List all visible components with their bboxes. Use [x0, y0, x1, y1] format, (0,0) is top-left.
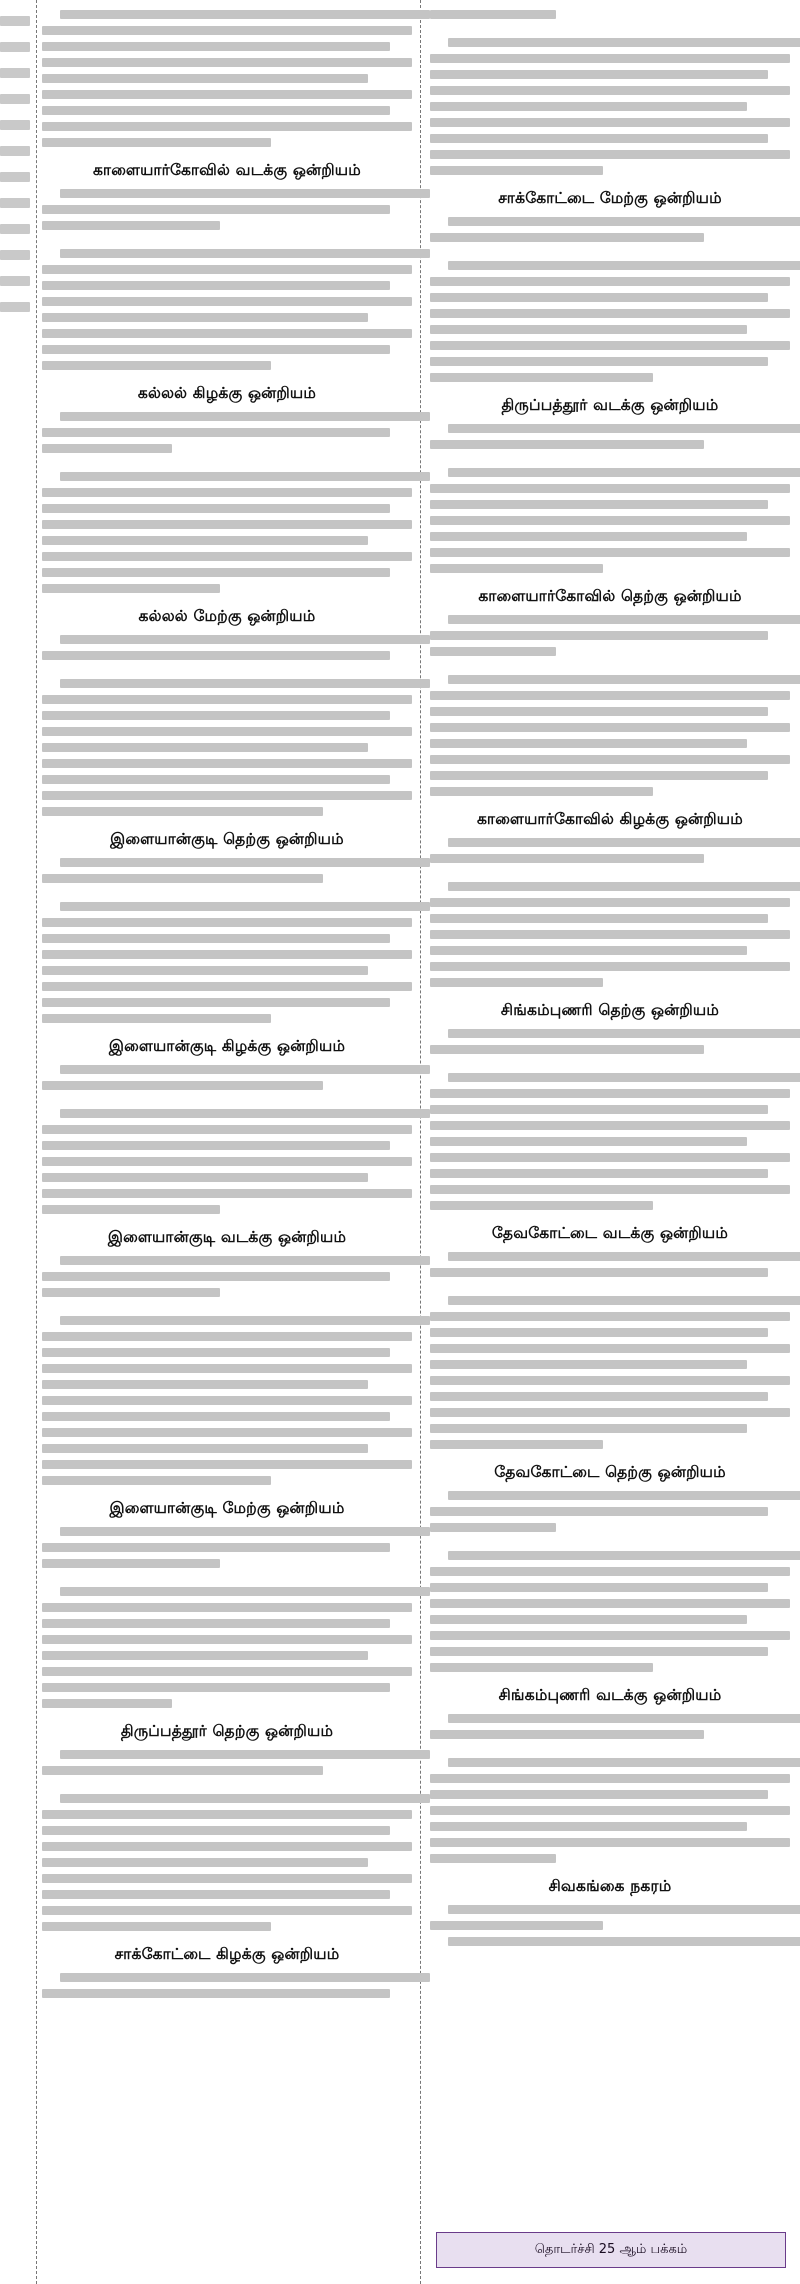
section-heading: சிவகங்கை நகரம் [548, 1877, 672, 1895]
body-text-placeholder [430, 838, 790, 987]
body-text-placeholder [42, 635, 412, 816]
section-singampunari-south [430, 1001, 790, 1210]
section-devakottai-north [430, 1224, 790, 1449]
section-kallal-west [42, 607, 412, 816]
section-ilayangudi-east [42, 1037, 412, 1214]
body-text-placeholder [430, 1491, 790, 1672]
section-heading: திருப்பத்தூர் வடக்கு ஒன்றியம் [501, 396, 719, 414]
body-text-placeholder [42, 189, 412, 370]
section-sivaganga-town [430, 1877, 790, 1946]
section-singampunari-north [430, 1686, 790, 1863]
section-heading: சாக்கோட்டை கிழக்கு ஒன்றியம் [114, 1945, 340, 1963]
section-heading: இளையான்குடி மேற்கு ஒன்றியம் [109, 1499, 345, 1517]
body-text-placeholder [430, 1029, 790, 1210]
section-ilayangudi-south [42, 830, 412, 1023]
section-heading: தேவகோட்டை வடக்கு ஒன்றியம் [491, 1224, 729, 1242]
continued-on-page-note: தொடர்ச்சி 25 ஆம் பக்கம் [436, 2232, 786, 2268]
section-kalaiyarkovil-east [430, 810, 790, 987]
section-kalaiyarkovil-north [42, 161, 412, 370]
body-text-placeholder [42, 10, 412, 147]
section-heading: திருப்பத்தூர் தெற்கு ஒன்றியம் [120, 1722, 334, 1740]
section-heading: கல்லல் கிழக்கு ஒன்றியம் [137, 384, 317, 402]
section-kallal-east [42, 384, 412, 593]
column-divider-left [36, 0, 37, 2284]
right-column [430, 10, 790, 1960]
body-text-placeholder [430, 1714, 790, 1863]
section-heading: சாக்கோட்டை மேற்கு ஒன்றியம் [498, 189, 722, 207]
section-tiruppattur-south [42, 1722, 412, 1931]
section-ilayangudi-north [42, 1228, 412, 1485]
section-heading: இளையான்குடி தெற்கு ஒன்றியம் [110, 830, 344, 848]
section-ilayangudi-west [42, 1499, 412, 1708]
section-heading: இளையான்குடி கிழக்கு ஒன்றியம் [108, 1037, 346, 1055]
body-text-placeholder [430, 10, 790, 175]
section-right-intro [430, 10, 790, 175]
body-text-placeholder [42, 1750, 412, 1931]
body-text-placeholder [42, 412, 412, 593]
body-text-placeholder [430, 615, 790, 796]
left-column [42, 10, 412, 2012]
section-heading: சிங்கம்புணரி வடக்கு ஒன்றியம் [498, 1686, 722, 1704]
section-heading: காளையார்கோவில் தெற்கு ஒன்றியம் [478, 587, 742, 605]
section-left-intro [42, 10, 412, 147]
body-text-placeholder [42, 1527, 412, 1708]
section-sakkottai-east [42, 1945, 412, 1998]
section-heading: இளையான்குடி வடக்கு ஒன்றியம் [107, 1228, 347, 1246]
body-text-placeholder [42, 858, 412, 1023]
body-text-placeholder [430, 424, 790, 573]
section-sakkottai-west [430, 189, 790, 382]
body-text-placeholder [42, 1256, 412, 1485]
section-heading: சிங்கம்புணரி தெற்கு ஒன்றியம் [500, 1001, 720, 1019]
section-heading: கல்லல் மேற்கு ஒன்றியம் [138, 607, 316, 625]
section-heading: காளையார்கோவில் கிழக்கு ஒன்றியம் [477, 810, 743, 828]
section-devakottai-south [430, 1463, 790, 1672]
body-text-placeholder [42, 1065, 412, 1214]
body-text-placeholder [430, 217, 790, 382]
section-heading: தேவகோட்டை தெற்கு ஒன்றியம் [494, 1463, 726, 1481]
section-kalaiyarkovil-south [430, 587, 790, 796]
body-text-placeholder [430, 1252, 790, 1449]
clipped-previous-column [0, 0, 30, 2284]
body-text-placeholder [42, 1973, 412, 1998]
body-text-placeholder [430, 1905, 790, 1946]
section-tiruppattur-north [430, 396, 790, 573]
column-divider-middle [420, 0, 421, 2284]
section-heading: காளையார்கோவில் வடக்கு ஒன்றியம் [93, 161, 361, 179]
